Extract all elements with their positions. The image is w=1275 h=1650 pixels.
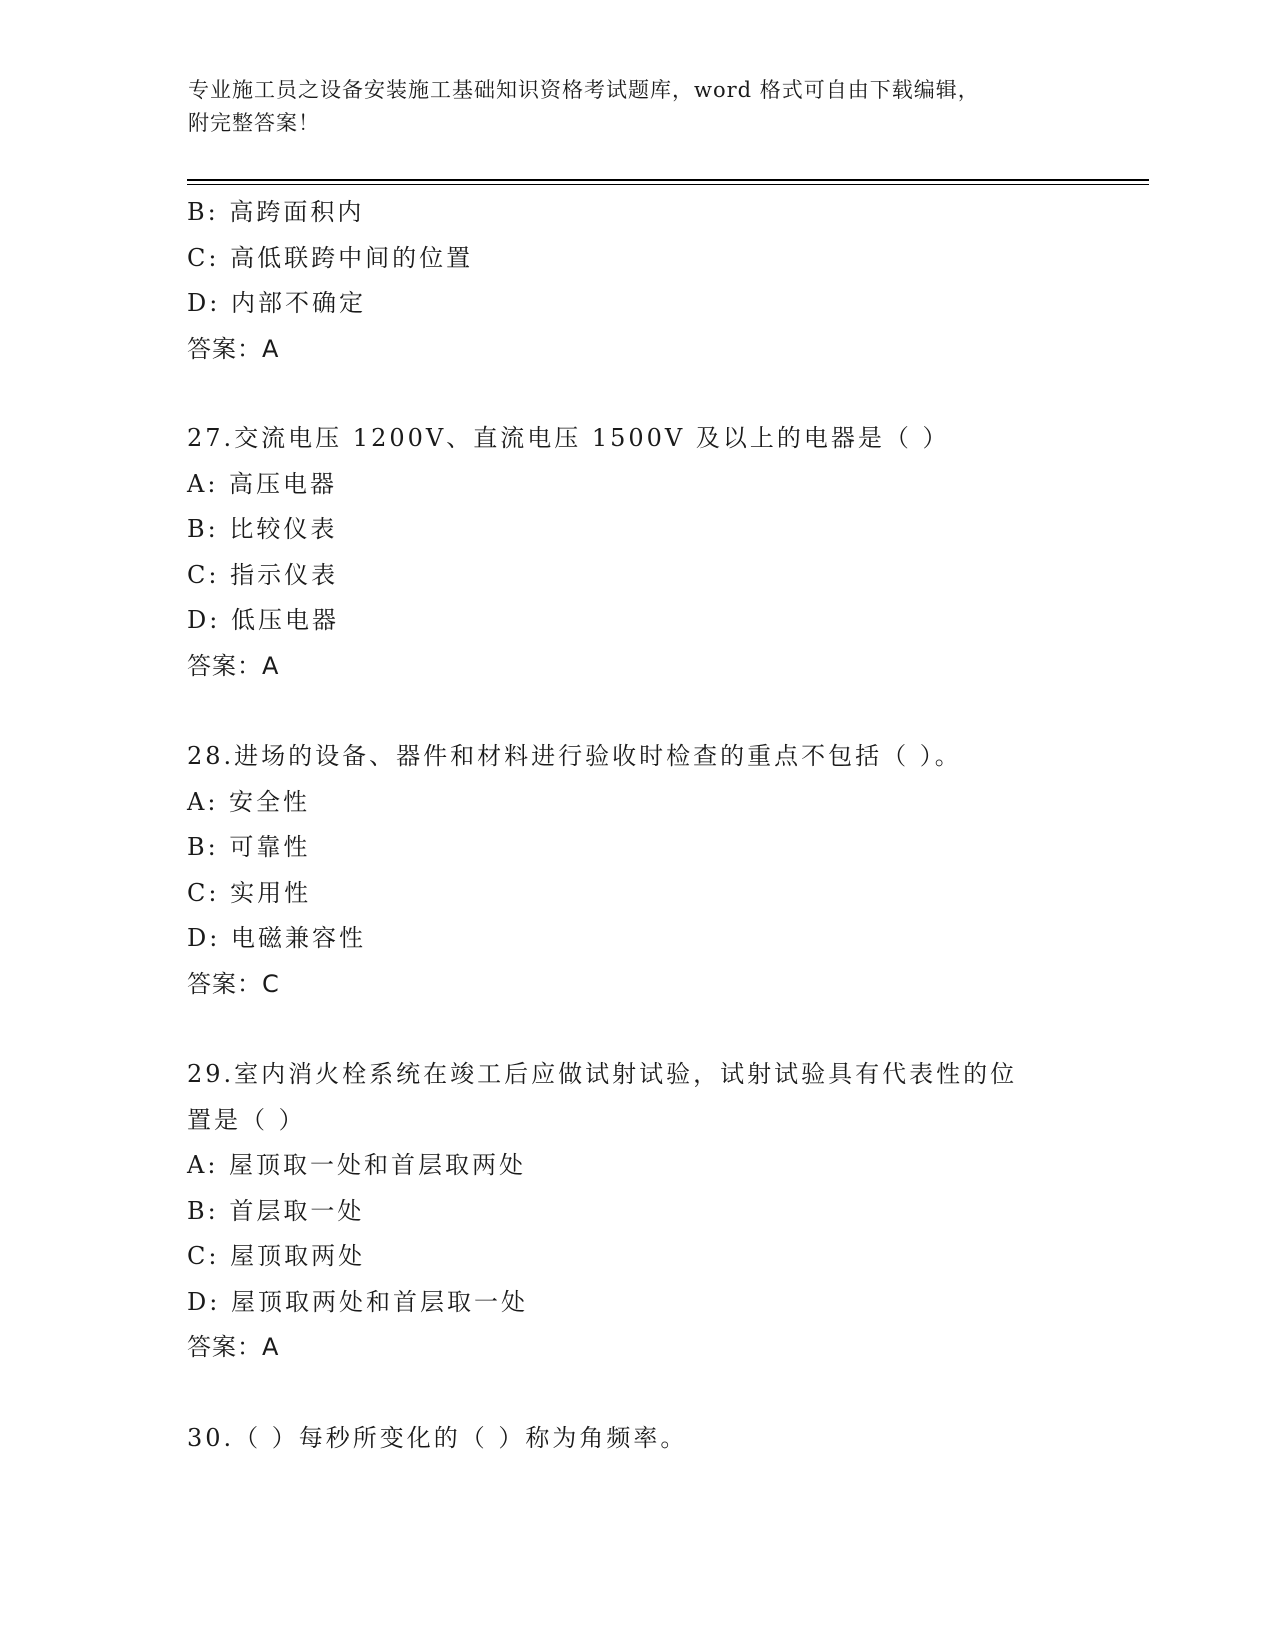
option-d: D: 电磁兼容性 bbox=[187, 924, 366, 952]
spacer bbox=[187, 372, 1087, 416]
spacer bbox=[187, 1007, 1087, 1052]
question-stem: 28.进场的设备、器件和材料进行验收时检查的重点不包括（ ）。 bbox=[187, 742, 962, 770]
option-b: B: 比较仪表 bbox=[187, 515, 338, 543]
option-d: D: 低压电器 bbox=[187, 606, 339, 634]
option-a: A: 高压电器 bbox=[187, 469, 338, 498]
answer-line: 答案：A bbox=[187, 1333, 280, 1361]
header-line-1: 专业施工员之设备安装施工基础知识资格考试题库，word 格式可自由下载编辑， bbox=[188, 78, 980, 102]
answer-line: 答案：A bbox=[187, 651, 280, 680]
spacer bbox=[187, 689, 1087, 734]
option-c: C: 高低联跨中间的位置 bbox=[187, 243, 474, 272]
question-stem-continued: 置是（ ） bbox=[187, 1105, 306, 1134]
question-list bbox=[187, 190, 1087, 1461]
option-b: B: 首层取一处 bbox=[187, 1196, 365, 1225]
answer-line: 答案：C bbox=[187, 969, 280, 998]
question-stem: 27.交流电压 1200V、直流电压 1500V 及以上的电器是（ ） bbox=[187, 424, 950, 452]
option-b: B: 高跨面积内 bbox=[187, 198, 365, 226]
option-b: B: 可靠性 bbox=[187, 833, 311, 861]
option-a: A: 屋顶取一处和首层取两处 bbox=[187, 1151, 527, 1179]
question-stem: 30.（ ）每秒所变化的（ ）称为角频率。 bbox=[187, 1423, 688, 1452]
header-line-2: 附完整答案！ bbox=[188, 111, 320, 135]
header-divider-thin bbox=[187, 184, 1149, 185]
option-d: D: 屋顶取两处和首层取一处 bbox=[187, 1287, 528, 1316]
option-d: D: 内部不确定 bbox=[187, 289, 366, 317]
option-c: C: 指示仪表 bbox=[187, 560, 339, 589]
option-c: C: 实用性 bbox=[187, 878, 312, 907]
answer-line: 答案：A bbox=[187, 334, 280, 363]
header-divider-thick bbox=[187, 179, 1149, 181]
question-stem: 29.室内消火栓系统在竣工后应做试射试验，试射试验具有代表性的位 bbox=[187, 1060, 1018, 1088]
option-a: A: 安全性 bbox=[187, 787, 311, 816]
document-header bbox=[188, 74, 1088, 140]
option-c: C: 屋顶取两处 bbox=[187, 1242, 366, 1270]
spacer bbox=[187, 1371, 1087, 1416]
